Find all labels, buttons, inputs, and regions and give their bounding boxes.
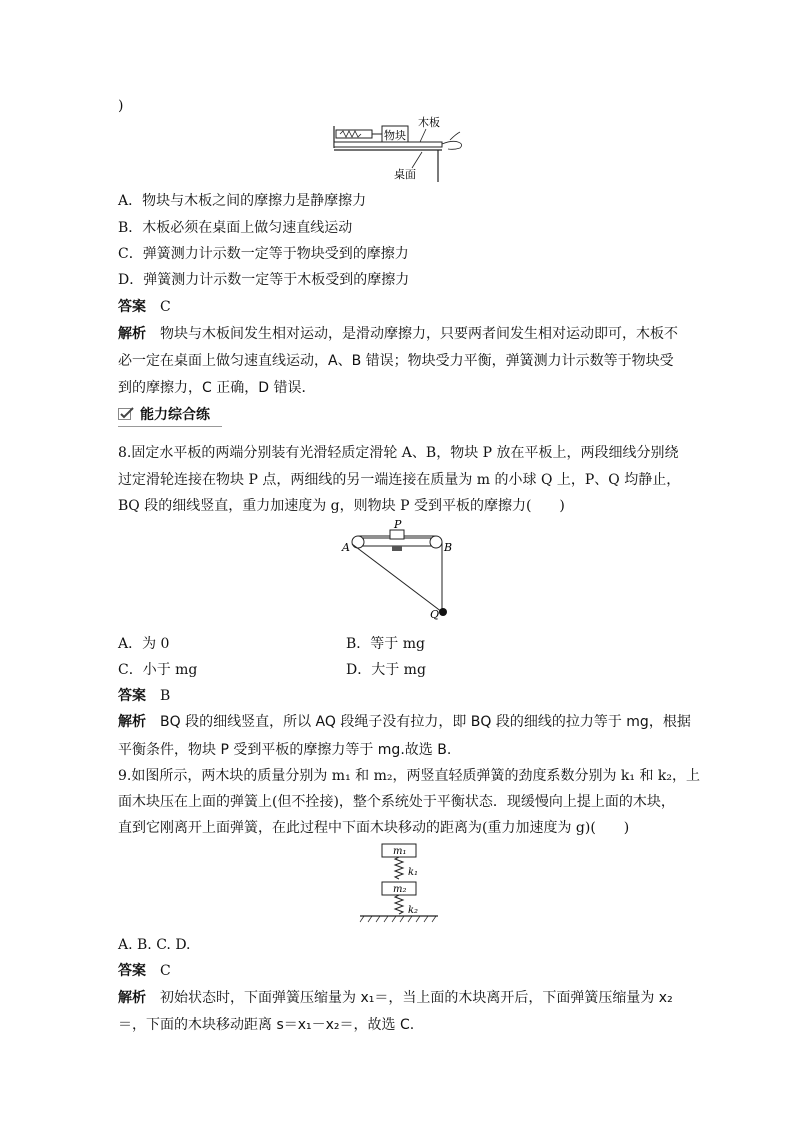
q8-line-2: 过定滑轮连接在物块 P 点，两细线的另一端连接在质量为 m 的小球 Q 上，P、Q 均静止， bbox=[118, 472, 681, 488]
section-header bbox=[118, 403, 210, 425]
q9-analysis-label: 解析 bbox=[118, 990, 146, 1006]
q7-option-c: C．弹簧测力计示数一定等于物块受到的摩擦力 bbox=[118, 246, 409, 262]
fig3-label-m2: m₂ bbox=[393, 884, 407, 895]
q7-closing-paren: ) bbox=[118, 98, 124, 114]
figure-pulley-system bbox=[340, 518, 460, 620]
q8-analysis-label: 解析 bbox=[118, 714, 146, 730]
q9-line-3: 直到它刚离开上面弹簧，在此过程中下面木块移动的距离为(重力加速度为 g)( ) bbox=[118, 820, 630, 836]
q7-option-d: D．弹簧测力计示数一定等于木板受到的摩擦力 bbox=[118, 272, 410, 288]
q7-analysis-label: 解析 bbox=[118, 326, 146, 342]
q9-answer bbox=[118, 961, 171, 981]
fig1-table-label: 桌面 bbox=[394, 168, 416, 181]
q7-answer bbox=[118, 297, 171, 317]
q8-option-c: C．小于 mg bbox=[118, 662, 198, 678]
q7-answer-label: 答案 bbox=[118, 299, 146, 315]
fig1-plank-label: 木板 bbox=[418, 116, 440, 129]
section-title: 能力综合练 bbox=[140, 407, 210, 423]
q8-answer bbox=[118, 686, 170, 706]
q8-analysis-line-2: 平衡条件，物块 P 受到平板的摩擦力等于 mg.故选 B. bbox=[118, 742, 452, 758]
fig2-label-b: B bbox=[444, 541, 453, 554]
fig2-label-q: Q bbox=[430, 608, 440, 620]
q8-answer-label: 答案 bbox=[118, 688, 146, 704]
fig3-label-k2: k₂ bbox=[408, 905, 419, 916]
q8-answer-value: B bbox=[160, 688, 171, 704]
q9-analysis-line-2: ＝，下面的木块移动距离 s＝x₁－x₂＝，故选 C. bbox=[118, 1017, 415, 1033]
q7-analysis-line-1: 解析 物块与木板间发生相对运动，是滑动摩擦力，只要两者间发生相对运动即可，木板不 bbox=[118, 326, 678, 342]
q7-answer-value: C bbox=[160, 299, 171, 315]
q8-option-b: B．等于 mg bbox=[346, 636, 425, 652]
checkmark-icon bbox=[118, 407, 134, 421]
q8-line-3: BQ 段的细线竖直，重力加速度为 g，则物块 P 受到平板的摩擦力( ) bbox=[118, 498, 565, 514]
q9-options: A. B. C. D. bbox=[118, 937, 191, 953]
q7-option-b: B．木板必须在桌面上做匀速直线运动 bbox=[118, 220, 353, 236]
figure-springs-blocks bbox=[356, 842, 446, 926]
q9-answer-label: 答案 bbox=[118, 963, 146, 979]
fig2-label-a: A bbox=[342, 541, 350, 554]
q9-answer-value: C bbox=[160, 963, 171, 979]
figure-block-plank bbox=[330, 116, 470, 186]
fig3-label-k1: k₁ bbox=[408, 867, 419, 878]
q7-option-a: A．物块与木板之间的摩擦力是静摩擦力 bbox=[118, 193, 367, 209]
q9-analysis-line-1: 解析 初始状态时，下面弹簧压缩量为 x₁＝，当上面的木块离开后，下面弹簧压缩量为 x₂ bbox=[118, 990, 673, 1006]
fig2-label-p: P bbox=[394, 518, 402, 531]
q9-line-2: 面木块压在上面的弹簧上(但不拴接)，整个系统处于平衡状态．现缓慢向上提上面的木块， bbox=[118, 794, 675, 810]
q7-analysis-line-3: 到的摩擦力，C 正确，D 错误． bbox=[118, 380, 316, 396]
q7-analysis-line-2: 必一定在桌面上做匀速直线运动，A、B 错误；物块受力平衡，弹簧测力计示数等于物块受 bbox=[118, 353, 674, 369]
q9-line-1: 9.如图所示，两木块的质量分别为 m₁ 和 m₂，两竖直轻质弹簧的劲度系数分别为 k₁ 和 k₂，上 bbox=[118, 768, 701, 784]
fig1-block-label: 物块 bbox=[384, 129, 406, 142]
q8-line-1: 8.固定水平板的两端分别装有光滑轻质定滑轮 A、B，物块 P 放在平板上，两段细线分别绕 bbox=[118, 445, 679, 461]
section-underline bbox=[118, 426, 222, 427]
q8-option-d: D．大于 mg bbox=[346, 662, 426, 678]
fig3-label-m1: m₁ bbox=[393, 846, 407, 857]
q8-option-a: A．为 0 bbox=[118, 636, 170, 652]
q8-analysis-line-1: 解析 BQ 段的细线竖直，所以 AQ 段绳子没有拉力，即 BQ 段的细线的拉力等于 mg，根据 bbox=[118, 714, 691, 730]
